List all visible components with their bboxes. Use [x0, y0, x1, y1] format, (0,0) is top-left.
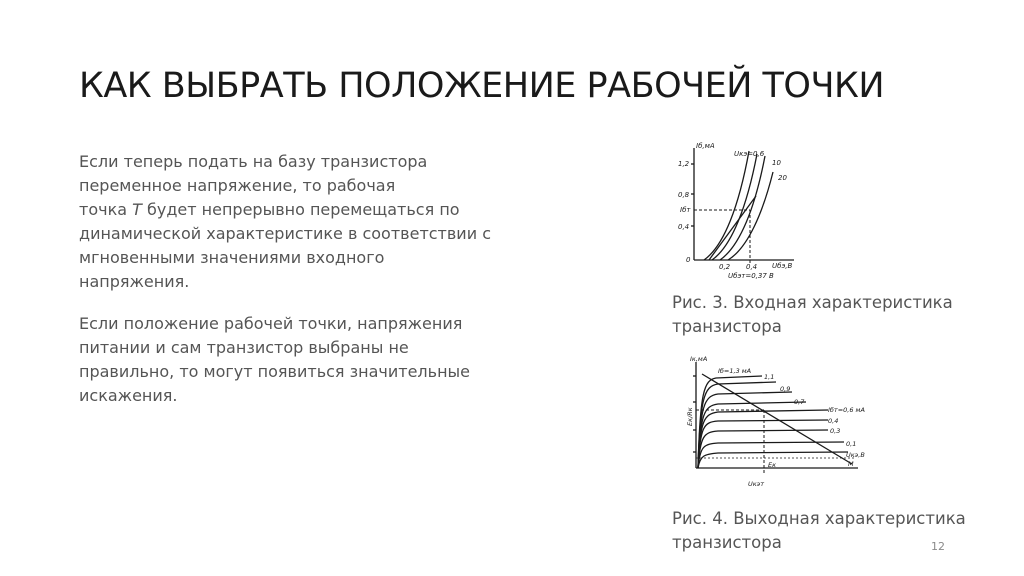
fig3-x-tick-label-2: 0,4 — [746, 263, 758, 271]
paragraph-2-line-1: Если положение рабочей точки, напряжения — [79, 314, 463, 333]
fig3-x-axis-label: Uбэ,В — [772, 262, 793, 270]
point-t-symbol: Т — [132, 200, 142, 219]
paragraph-2-line-4: искажения. — [79, 386, 178, 405]
fig4-curve-label-4: 0,7 — [794, 398, 805, 406]
paragraph-1-line-2: переменное напряжение, то рабочая — [79, 176, 396, 195]
fig3-label-20: 20 — [778, 174, 787, 182]
paragraph-1-line-3 — [79, 198, 609, 222]
fig3-curve-label: Uкэ=0,6 — [734, 150, 765, 158]
paragraph-1-line-5: мгновенными значениями входного — [79, 248, 385, 267]
fig4-x-end-label: M — [848, 460, 854, 468]
fig3-x-tick-label-1: 0,2 — [719, 263, 731, 271]
paragraph-1 — [79, 150, 609, 294]
figure-3-graph — [664, 136, 804, 282]
paragraph-1-line-4: динамической характеристике в соответствии с — [79, 224, 491, 243]
paragraph-2-line-2: питании и сам транзистор выбраны не — [79, 338, 409, 357]
page-number: 12 — [931, 540, 945, 553]
fig3-y-axis-label: Iб,мА — [696, 142, 715, 150]
figure-3-input-characteristic — [664, 136, 804, 282]
paragraph-1-line-1: Если теперь подать на базу транзистора — [79, 152, 428, 171]
body-text — [79, 150, 609, 426]
fig4-curve-label-9: Uкэ,В — [846, 451, 865, 459]
fig3-y-tick-label-4: 0 — [686, 256, 691, 264]
paragraph-2 — [79, 312, 609, 408]
fig4-curve-7 — [698, 430, 828, 468]
fig3-y-tick-label-1: 1,2 — [678, 160, 690, 168]
paragraph-1-line-6: напряжения. — [79, 272, 190, 291]
fig3-label-10: 10 — [772, 159, 781, 167]
figure-4-caption-line-1: Рис. 4. Выходная характеристика — [672, 509, 966, 528]
fig4-x-axis-label-ek: Eк — [768, 461, 777, 469]
fig4-y-side-label: Eк/Rк — [686, 407, 694, 426]
fig3-load-line — [709, 196, 756, 260]
paragraph-2-line-3: правильно, то могут появиться значительные — [79, 362, 471, 381]
figure-3-caption-line-2: транзистора — [672, 317, 782, 336]
figure-4-caption — [672, 507, 966, 555]
slide-title: КАК ВЫБРАТЬ ПОЛОЖЕНИЕ РАБОЧЕЙ ТОЧКИ — [79, 66, 884, 106]
fig4-x-axis-label-ukst: Uкэт — [748, 480, 765, 488]
fig4-curve-label-1: Iб=1,3 мА — [718, 367, 752, 375]
figure-3-caption — [672, 291, 953, 339]
figure-4-graph — [676, 352, 876, 496]
fig4-y-axis-label: Iк,мА — [690, 355, 708, 363]
fig4-curve-label-8: 0,1 — [846, 440, 857, 448]
figure-4-caption-line-2: транзистора — [672, 533, 782, 552]
figure-3-caption-line-1: Рис. 3. Входная характеристика — [672, 293, 953, 312]
paragraph-1-line-3-suffix: будет непрерывно перемещаться по — [141, 200, 460, 219]
fig4-curve-label-3: 0,9 — [780, 385, 791, 393]
figure-4-output-characteristic — [676, 352, 876, 496]
paragraph-1-line-3-prefix: точка — [79, 200, 133, 219]
fig4-curve-label-2: 1,1 — [764, 373, 775, 381]
fig3-y-tick-label-2: 0,8 — [678, 191, 690, 199]
fig4-curve-label-5: Iбт=0,6 мА — [828, 406, 865, 414]
fig4-curve-label-6: 0,4 — [828, 417, 839, 425]
fig3-y-tick-label-3: 0,4 — [678, 223, 690, 231]
fig3-operating-voltage-label: Uбэт=0,37 В — [728, 272, 774, 280]
fig4-curve-label-7: 0,3 — [830, 427, 841, 435]
fig3-operating-current-label: Iбт — [680, 206, 691, 214]
fig4-curve-5 — [698, 410, 828, 468]
fig4-curve-6 — [698, 420, 828, 468]
